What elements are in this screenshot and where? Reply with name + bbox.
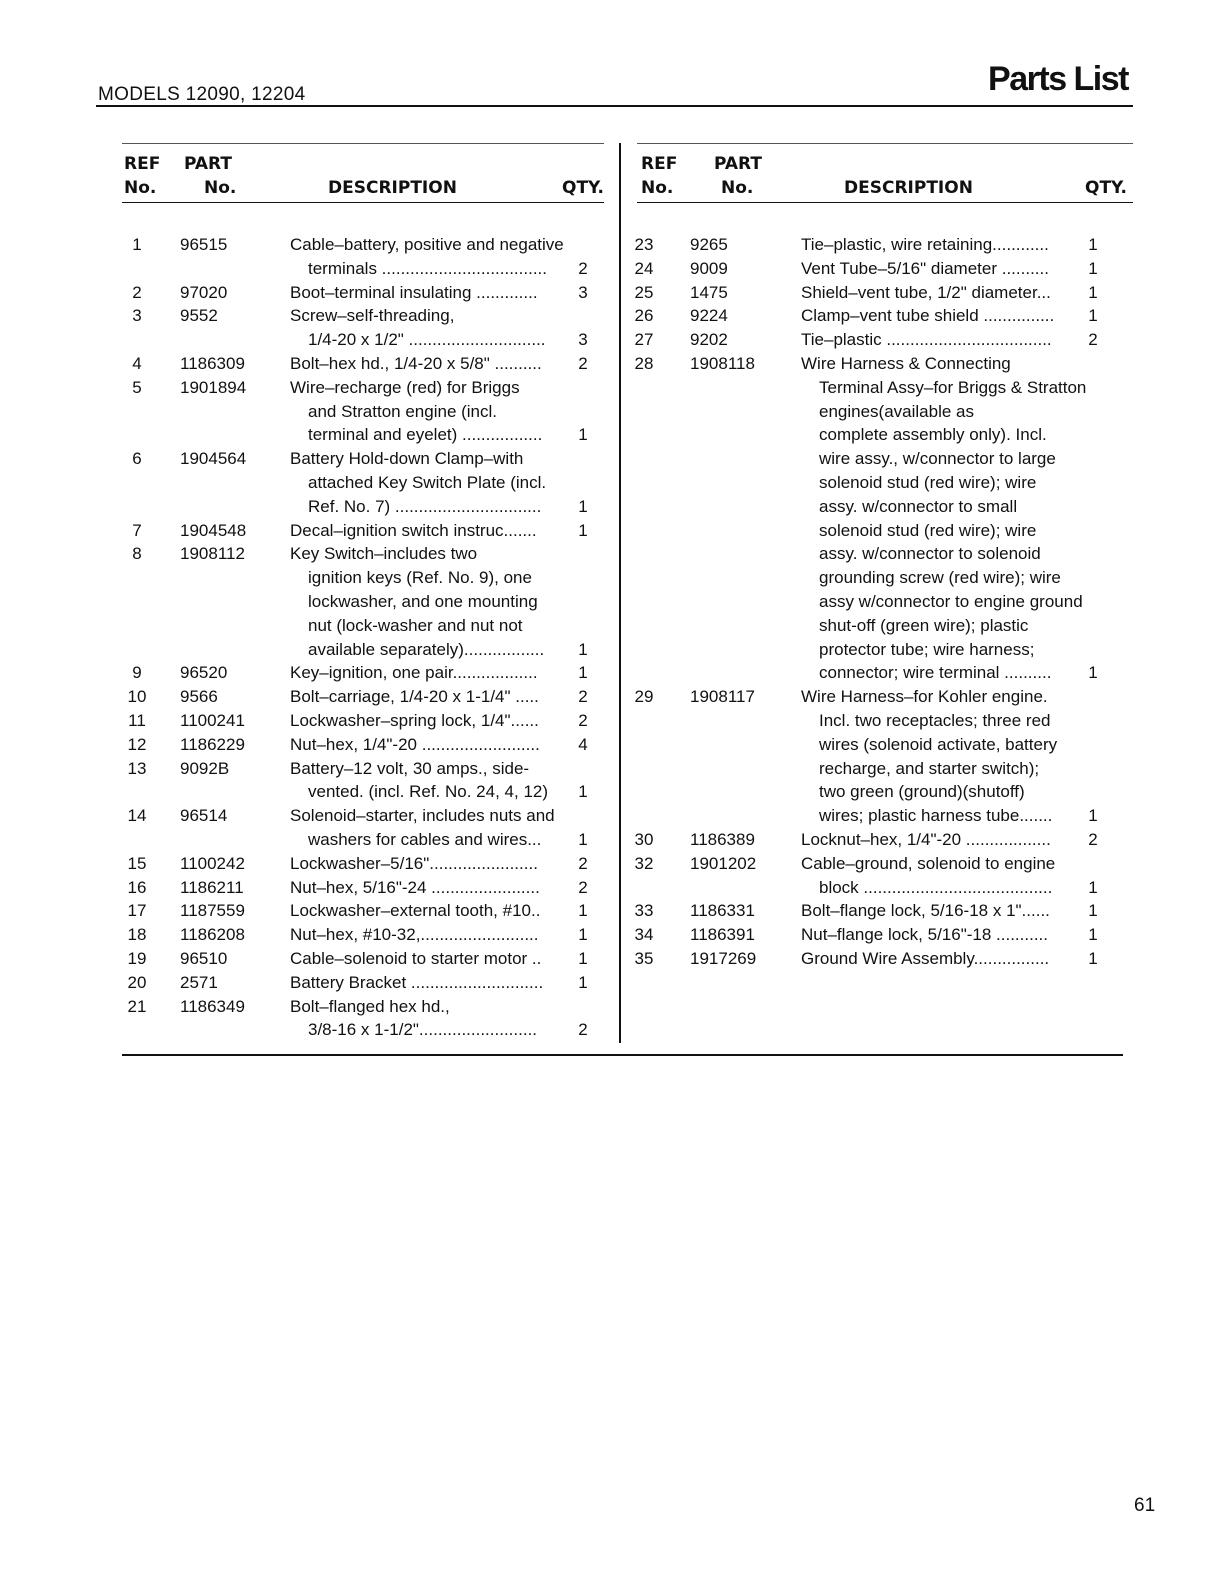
table-row <box>122 899 604 923</box>
row-line <box>637 638 1133 662</box>
page-number: 61 <box>1134 1495 1156 1516</box>
part-description: Battery–12 volt, 30 amps., side- <box>290 758 530 778</box>
table-header <box>637 144 1133 202</box>
part-number: 9265 <box>690 235 728 254</box>
part-description: 3/8-16 x 1-1/2"......................... <box>308 1020 538 1040</box>
table-row <box>122 233 604 281</box>
quantity: 1 <box>578 782 588 802</box>
row-line <box>634 304 1133 328</box>
quantity: 2 <box>578 1020 588 1040</box>
ref-number: 20 <box>127 972 147 992</box>
ref-number: 16 <box>127 877 147 897</box>
row-line <box>634 828 1133 852</box>
row-line <box>122 899 604 923</box>
quantity: 1 <box>578 948 588 968</box>
part-description: lockwasher, and one mounting <box>308 591 538 611</box>
footer-rule <box>122 1054 1123 1056</box>
part-number: 1186211 <box>180 877 244 897</box>
part-description: assy. w/connector to solenoid <box>819 544 1041 564</box>
table-row <box>634 923 1133 947</box>
row-line <box>122 971 604 995</box>
part-description: Clamp–vent tube shield ............... <box>801 306 1055 326</box>
row-line <box>122 804 604 828</box>
quantity: 1 <box>578 639 588 659</box>
row-line <box>637 423 1133 447</box>
part-number: 1186389 <box>690 829 755 849</box>
part-no-header: No. <box>204 178 237 198</box>
part-number: 9202 <box>690 330 728 350</box>
row-line <box>122 471 604 495</box>
part-number: 1908112 <box>180 544 245 564</box>
ref-header: REF <box>641 154 678 174</box>
quantity: 2 <box>578 710 588 730</box>
part-description: and Stratton engine (incl. <box>308 401 498 421</box>
part-number: 2571 <box>180 972 218 992</box>
row-line <box>122 304 604 328</box>
table-row <box>122 376 604 447</box>
row-line <box>122 709 604 733</box>
part-description: shut-off (green wire); plastic <box>819 615 1029 635</box>
row-line <box>637 780 1133 804</box>
row-line <box>122 828 604 852</box>
part-description: grounding screw (red wire); wire <box>819 568 1061 588</box>
part-number: 97020 <box>180 282 228 302</box>
ref-number: 24 <box>634 258 654 278</box>
part-number: 1186229 <box>180 734 245 754</box>
part-number: 96514 <box>180 806 228 826</box>
description-header: DESCRIPTION <box>844 178 973 198</box>
row-line <box>122 995 604 1019</box>
row-line <box>122 281 604 305</box>
page-title: Parts List <box>988 60 1128 98</box>
table-row <box>634 947 1133 971</box>
table-row <box>122 281 604 305</box>
ref-number: 18 <box>127 925 147 945</box>
row-line <box>634 923 1133 947</box>
quantity: 1 <box>578 663 588 683</box>
ref-number: 1 <box>132 235 142 254</box>
part-description: connector; wire terminal .......... <box>819 663 1052 683</box>
table-row <box>122 947 604 971</box>
ref-number: 5 <box>132 377 142 397</box>
row-line <box>637 566 1133 590</box>
part-number: 96510 <box>180 948 228 968</box>
ref-number: 33 <box>634 901 654 921</box>
part-description: Lockwasher–5/16"....................... <box>290 853 538 873</box>
table-row <box>634 685 1133 828</box>
part-description: block ........................................ <box>819 877 1053 897</box>
table-row <box>122 352 604 376</box>
part-number: 1901894 <box>180 377 247 397</box>
table-row <box>122 876 604 900</box>
row-line <box>122 780 604 804</box>
part-description: protector tube; wire harness; <box>819 639 1035 659</box>
ref-number: 32 <box>634 853 654 873</box>
quantity: 1 <box>578 425 588 445</box>
part-description: 1/4-20 x 1/2" ............................. <box>308 330 546 350</box>
row-line <box>634 233 1133 257</box>
part-description: Cable–ground, solenoid to engine <box>801 853 1056 873</box>
quantity: 4 <box>578 734 588 754</box>
table-row <box>634 828 1133 852</box>
part-number: 96515 <box>180 235 228 254</box>
row-line <box>122 542 604 566</box>
ref-number: 29 <box>634 687 654 707</box>
row-line <box>122 614 604 638</box>
quantity: 1 <box>578 496 588 516</box>
description-header: DESCRIPTION <box>328 178 457 198</box>
ref-number: 17 <box>127 901 147 921</box>
table-row <box>122 685 604 709</box>
quantity: 1 <box>1088 306 1098 326</box>
part-number: 1186391 <box>690 925 755 945</box>
part-number: 9552 <box>180 306 218 326</box>
part-description: Incl. two receptacles; three red <box>819 710 1051 730</box>
part-description: Lockwasher–external tooth, #10.. <box>290 901 541 921</box>
table-header-rule <box>637 202 1133 203</box>
part-description: Wire Harness & Connecting <box>801 353 1011 373</box>
row-line <box>637 733 1133 757</box>
part-number: 1475 <box>690 282 728 302</box>
table-header <box>122 144 604 202</box>
part-number: 1100242 <box>180 853 245 873</box>
part-number: 1901202 <box>690 853 757 873</box>
row-line <box>637 876 1133 900</box>
part-description: Bolt–flange lock, 5/16-18 x 1"...... <box>801 901 1050 921</box>
quantity: 1 <box>1088 663 1098 683</box>
quantity: 1 <box>1088 901 1098 921</box>
parts-rows <box>634 233 1133 971</box>
row-line <box>637 400 1133 424</box>
part-description: Cable–battery, positive and negative <box>290 235 564 254</box>
row-line <box>122 876 604 900</box>
part-description: Vent Tube–5/16" diameter .......... <box>801 258 1049 278</box>
part-number: 9566 <box>180 687 218 707</box>
part-description: Decal–ignition switch instruc....... <box>290 520 537 540</box>
ref-number: 15 <box>127 853 147 873</box>
quantity: 2 <box>578 877 588 897</box>
part-no-header: No. <box>721 178 754 198</box>
row-line <box>122 400 604 424</box>
row-line <box>122 519 604 543</box>
table-row <box>122 709 604 733</box>
table-row <box>122 852 604 876</box>
row-line <box>122 233 604 257</box>
table-row <box>122 804 604 852</box>
ref-number: 14 <box>127 806 147 826</box>
part-description: Ref. No. 7) ............................... <box>308 496 542 516</box>
table-row <box>122 733 604 757</box>
part-number: 1186349 <box>180 996 245 1016</box>
ref-number: 27 <box>634 330 654 350</box>
row-line <box>637 495 1133 519</box>
table-row <box>122 995 604 1043</box>
part-description: Locknut–hex, 1/4"-20 .................. <box>801 829 1051 849</box>
part-description: attached Key Switch Plate (incl. <box>308 472 547 492</box>
table-header-rule <box>122 202 604 203</box>
part-description: washers for cables and wires... <box>308 829 542 849</box>
part-description: wires (solenoid activate, battery <box>819 734 1058 754</box>
part-description: Tie–plastic, wire retaining............ <box>801 235 1049 254</box>
ref-number: 28 <box>634 353 654 373</box>
row-line <box>634 257 1133 281</box>
part-description: Tie–plastic ................................... <box>801 330 1052 350</box>
part-description: wire assy., w/connector to large <box>819 449 1056 469</box>
ref-number: 12 <box>127 734 147 754</box>
row-line <box>637 757 1133 781</box>
part-description: terminals ................................... <box>308 258 547 278</box>
part-number: 1904564 <box>180 449 247 469</box>
row-line <box>122 352 604 376</box>
table-row <box>634 352 1133 685</box>
part-description: Bolt–hex hd., 1/4-20 x 5/8" .......... <box>290 353 542 373</box>
quantity: 2 <box>1088 330 1098 350</box>
ref-number: 2 <box>132 282 142 302</box>
ref-number: 8 <box>132 544 142 564</box>
ref-number: 4 <box>132 353 142 373</box>
quantity: 1 <box>578 925 588 945</box>
part-description: assy w/connector to engine ground <box>819 591 1083 611</box>
part-number: 1917269 <box>690 948 757 968</box>
table-row <box>122 971 604 995</box>
part-description: Bolt–flanged hex hd., <box>290 996 450 1016</box>
table-row <box>122 519 604 543</box>
ref-number: 35 <box>634 948 654 968</box>
quantity: 1 <box>1088 925 1098 945</box>
row-line <box>122 638 604 662</box>
part-description: Nut–flange lock, 5/16"-18 ........... <box>801 925 1048 945</box>
part-description: Nut–hex, 1/4"-20 ......................... <box>290 734 540 754</box>
row-line <box>637 590 1133 614</box>
part-description: Bolt–carriage, 1/4-20 x 1-1/4" ..... <box>290 687 539 707</box>
row-line <box>122 733 604 757</box>
ref-number: 25 <box>634 282 654 302</box>
ref-number: 10 <box>127 687 147 707</box>
row-line <box>122 257 604 281</box>
part-number: 1904548 <box>180 520 247 540</box>
ref-number: 19 <box>127 948 147 968</box>
parts-table-right <box>634 143 1133 971</box>
row-line <box>122 852 604 876</box>
ref-number: 13 <box>127 758 147 778</box>
table-row <box>634 281 1133 305</box>
part-description: Battery Bracket ............................ <box>290 972 544 992</box>
table-row <box>634 233 1133 257</box>
part-description: solenoid stud (red wire); wire <box>819 520 1037 540</box>
part-number: 9092B <box>180 758 230 778</box>
quantity: 1 <box>578 829 588 849</box>
table-row <box>634 328 1133 352</box>
row-line <box>122 1018 604 1042</box>
part-description: Battery Hold-down Clamp–with <box>290 449 524 469</box>
ref-no-header: No. <box>641 178 674 198</box>
row-line <box>122 423 604 447</box>
quantity: 2 <box>1088 829 1098 849</box>
ref-number: 34 <box>634 925 654 945</box>
row-line <box>637 542 1133 566</box>
part-description: Cable–solenoid to starter motor .. <box>290 948 542 968</box>
row-line <box>637 661 1133 685</box>
part-description: Solenoid–starter, includes nuts and <box>290 806 555 826</box>
part-description: Lockwasher–spring lock, 1/4"...... <box>290 710 539 730</box>
quantity: 1 <box>1088 948 1098 968</box>
part-description: Terminal Assy–for Briggs & Stratton <box>819 377 1087 397</box>
part-description: engines(available as <box>819 401 974 421</box>
row-line <box>634 328 1133 352</box>
row-line <box>122 661 604 685</box>
table-row <box>122 757 604 805</box>
quantity: 1 <box>1088 235 1098 254</box>
table-row <box>122 304 604 352</box>
part-description: Shield–vent tube, 1/2" diameter... <box>801 282 1051 302</box>
table-row <box>122 447 604 518</box>
row-line <box>637 804 1133 828</box>
ref-number: 26 <box>634 306 654 326</box>
row-line <box>122 947 604 971</box>
part-description: assy. w/connector to small <box>819 496 1018 516</box>
row-line <box>637 614 1133 638</box>
ref-number: 6 <box>132 449 142 469</box>
quantity: 3 <box>578 282 588 302</box>
table-row <box>634 852 1133 900</box>
part-number: 1908118 <box>690 353 755 373</box>
part-description: vented. (incl. Ref. No. 24, 4, 12) <box>308 782 549 802</box>
part-description: Boot–terminal insulating ............. <box>290 282 538 302</box>
ref-number: 30 <box>634 829 654 849</box>
part-description: nut (lock-washer and nut not <box>308 615 523 635</box>
row-line <box>634 947 1133 971</box>
row-line <box>637 519 1133 543</box>
quantity: 1 <box>578 901 588 921</box>
part-description: Key Switch–includes two <box>290 544 478 564</box>
row-line <box>634 352 1133 376</box>
row-line <box>637 471 1133 495</box>
row-line <box>634 685 1133 709</box>
row-line <box>122 447 604 471</box>
row-line <box>122 590 604 614</box>
table-row <box>122 542 604 661</box>
part-number: 9009 <box>690 258 728 278</box>
part-number: 1186208 <box>180 925 245 945</box>
ref-number: 11 <box>128 710 146 730</box>
part-description: Ground Wire Assembly................ <box>801 948 1050 968</box>
quantity: 2 <box>578 853 588 873</box>
models-label: MODELS 12090, 12204 <box>98 84 306 105</box>
quantity: 2 <box>578 353 588 373</box>
table-row <box>634 899 1133 923</box>
row-line <box>637 376 1133 400</box>
part-description: Wire Harness–for Kohler engine. <box>801 687 1048 707</box>
row-line <box>634 852 1133 876</box>
part-description: available separately)................. <box>308 639 545 659</box>
quantity: 2 <box>578 687 588 707</box>
part-description: complete assembly only). Incl. <box>819 425 1047 445</box>
row-line <box>637 709 1133 733</box>
ref-number: 7 <box>132 520 142 540</box>
table-row <box>122 661 604 685</box>
row-line <box>122 923 604 947</box>
ref-number: 23 <box>634 235 654 254</box>
row-line <box>122 566 604 590</box>
table-row <box>634 257 1133 281</box>
part-description: solenoid stud (red wire); wire <box>819 472 1037 492</box>
qty-header: QTY. <box>1085 178 1128 198</box>
part-description: Screw–self-threading, <box>290 306 455 326</box>
row-line <box>634 899 1133 923</box>
parts-rows <box>122 233 604 1042</box>
part-number: 1908117 <box>690 687 755 707</box>
row-line <box>637 447 1133 471</box>
ref-number: 3 <box>132 306 142 326</box>
table-row <box>122 923 604 947</box>
part-number: 9224 <box>690 306 728 326</box>
row-line <box>122 757 604 781</box>
part-description: Key–ignition, one pair.................. <box>290 663 538 683</box>
part-description: Wire–recharge (red) for Briggs <box>290 377 520 397</box>
quantity: 1 <box>1088 877 1098 897</box>
part-number: 1100241 <box>180 710 245 730</box>
row-line <box>122 328 604 352</box>
part-header: PART <box>714 154 762 174</box>
row-line <box>122 376 604 400</box>
part-description: Nut–hex, 5/16"-24 ....................... <box>290 877 540 897</box>
quantity: 1 <box>1088 806 1098 826</box>
row-line <box>122 495 604 519</box>
column-divider <box>619 143 621 1043</box>
row-line <box>122 685 604 709</box>
quantity: 1 <box>578 520 588 540</box>
quantity: 2 <box>578 258 588 278</box>
part-number: 96520 <box>180 663 228 683</box>
quantity: 3 <box>578 330 588 350</box>
part-number: 1186331 <box>690 901 755 921</box>
part-description: recharge, and starter switch); <box>819 758 1040 778</box>
part-header: PART <box>184 154 232 174</box>
row-line <box>634 281 1133 305</box>
table-row <box>634 304 1133 328</box>
ref-number: 9 <box>132 663 142 683</box>
part-description: ignition keys (Ref. No. 9), one <box>308 568 532 588</box>
part-description: Nut–hex, #10-32,......................... <box>290 925 539 945</box>
part-description: wires; plastic harness tube....... <box>819 806 1053 826</box>
quantity: 1 <box>1088 258 1098 278</box>
ref-no-header: No. <box>124 178 157 198</box>
parts-table-left <box>122 143 604 1042</box>
quantity: 1 <box>578 972 588 992</box>
part-description: terminal and eyelet) ................. <box>308 425 543 445</box>
ref-header: REF <box>124 154 161 174</box>
part-number: 1186309 <box>180 353 245 373</box>
quantity: 1 <box>1088 282 1098 302</box>
part-number: 1187559 <box>180 901 245 921</box>
part-description: two green (ground)(shutoff) <box>819 782 1025 802</box>
ref-number: 21 <box>127 996 147 1016</box>
qty-header: QTY. <box>562 178 605 198</box>
header-rule <box>96 105 1133 107</box>
